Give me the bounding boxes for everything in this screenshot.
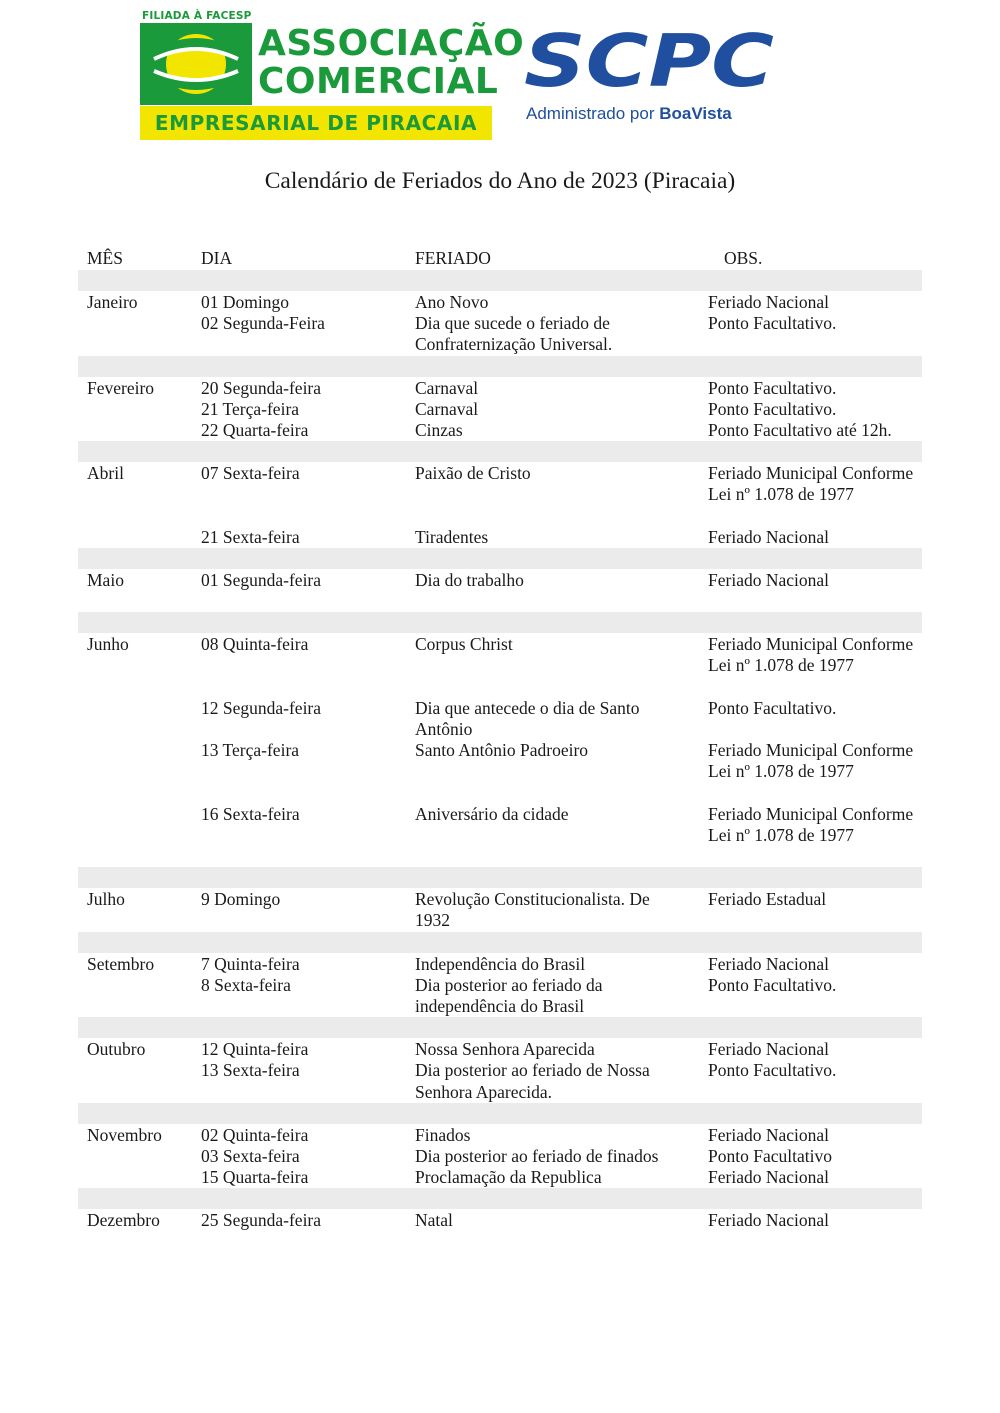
logo-name-line2: COMERCIAL bbox=[258, 61, 499, 102]
cell-obs: Feriado Municipal Conforme Lei nº 1.078 de 1977 bbox=[708, 634, 914, 676]
cell-dia: 13 Sexta-feira bbox=[201, 1060, 300, 1081]
table-row bbox=[0, 975, 1000, 1017]
cell-dia: 07 Sexta-feira bbox=[201, 463, 300, 484]
month-group bbox=[0, 291, 1000, 356]
cell-feriado: Dia do trabalho bbox=[415, 569, 524, 590]
cell-feriado: Dia que antecede o dia de Santo Antônio bbox=[415, 697, 640, 739]
month-group bbox=[0, 1209, 1000, 1231]
table-row bbox=[0, 1167, 1000, 1188]
cell-feriado: Aniversário da cidade bbox=[415, 803, 569, 824]
logo-bar-text: EMPRESARIAL DE PIRACAIA bbox=[140, 106, 492, 140]
cell-obs: Feriado Nacional bbox=[708, 569, 829, 590]
table-row bbox=[0, 1060, 1000, 1102]
table-row bbox=[0, 698, 1000, 740]
cell-month: Maio bbox=[87, 569, 124, 590]
cell-feriado: Revolução Constitucionalista. De 1932 bbox=[415, 889, 650, 931]
table-row bbox=[0, 1210, 1000, 1231]
cell-obs: Ponto Facultativo. bbox=[708, 398, 837, 419]
cell-feriado: Tiradentes bbox=[415, 526, 489, 547]
cell-obs: Feriado Nacional bbox=[708, 292, 829, 312]
cell-month: Setembro bbox=[87, 953, 155, 974]
cell-obs: Ponto Facultativo até 12h. bbox=[708, 419, 892, 440]
table-row bbox=[0, 420, 1000, 441]
cell-month: Outubro bbox=[87, 1039, 146, 1060]
header-dia: DIA bbox=[201, 248, 233, 268]
cell-feriado: Independência do Brasil bbox=[415, 953, 586, 974]
cell-dia: 8 Sexta-feira bbox=[201, 974, 291, 995]
table-row bbox=[0, 1125, 1000, 1146]
row-separator bbox=[78, 548, 922, 569]
month-group bbox=[0, 462, 1000, 548]
table-row bbox=[0, 399, 1000, 420]
month-group bbox=[0, 633, 1000, 867]
cell-dia: 9 Domingo bbox=[201, 889, 281, 910]
cell-obs: Feriado Nacional bbox=[708, 1210, 829, 1231]
header-mes: MÊS bbox=[87, 248, 123, 268]
cell-obs: Ponto Facultativo. bbox=[708, 313, 837, 334]
cell-obs: Ponto Facultativo. bbox=[708, 1060, 837, 1081]
table-row bbox=[0, 527, 1000, 548]
row-separator bbox=[78, 1103, 922, 1124]
row-separator bbox=[78, 612, 922, 633]
table-row bbox=[0, 292, 1000, 313]
cell-obs: Ponto Facultativo. bbox=[708, 974, 837, 995]
cell-feriado: Santo Antônio Padroeiro bbox=[415, 740, 589, 761]
cell-obs: Feriado Nacional bbox=[708, 953, 829, 974]
cell-dia: 16 Sexta-feira bbox=[201, 803, 300, 824]
month-group bbox=[0, 953, 1000, 1018]
cell-month: Julho bbox=[87, 889, 125, 910]
table-row bbox=[0, 889, 1000, 931]
cell-obs: Feriado Nacional bbox=[708, 1167, 829, 1188]
page-title: Calendário de Feriados do Ano de 2023 (Piracaia) bbox=[264, 168, 736, 194]
table-header bbox=[0, 248, 1000, 270]
row-separator bbox=[78, 1017, 922, 1038]
cell-dia: 02 Segunda-Feira bbox=[201, 313, 325, 334]
header-obs: OBS. bbox=[724, 248, 763, 268]
cell-month: Novembro bbox=[87, 1124, 162, 1145]
table-row bbox=[0, 378, 1000, 399]
cell-obs: Ponto Facultativo bbox=[708, 1146, 832, 1167]
cell-feriado: Carnaval bbox=[415, 377, 479, 398]
table-row bbox=[0, 1039, 1000, 1060]
cell-obs: Ponto Facultativo. bbox=[708, 697, 837, 718]
scpc-logo bbox=[524, 28, 780, 128]
cell-feriado: Cinzas bbox=[415, 419, 463, 440]
cell-feriado: Ano Novo bbox=[415, 292, 489, 312]
cell-month: Fevereiro bbox=[87, 377, 155, 398]
holiday-table bbox=[0, 270, 1000, 1232]
cell-feriado: Nossa Senhora Aparecida bbox=[415, 1039, 595, 1060]
scpc-wordmark bbox=[524, 28, 776, 94]
cell-month: Janeiro bbox=[87, 292, 138, 312]
logo-tagline: FILIADA À FACESP bbox=[142, 10, 252, 22]
scpc-subtitle bbox=[526, 104, 732, 124]
cell-dia: 12 Quinta-feira bbox=[201, 1039, 309, 1060]
month-group bbox=[0, 888, 1000, 931]
cell-obs: Feriado Estadual bbox=[708, 889, 827, 910]
cell-dia: 02 Quinta-feira bbox=[201, 1124, 309, 1145]
header-feriado: FERIADO bbox=[415, 248, 491, 268]
cell-dia: 22 Quarta-feira bbox=[201, 419, 309, 440]
cell-feriado: Dia que sucede o feriado de Confraternização Universal. bbox=[415, 313, 613, 355]
cell-feriado: Natal bbox=[415, 1210, 453, 1231]
scpc-sub-prefix: Administrado por bbox=[526, 104, 655, 123]
cell-feriado: Dia posterior ao feriado da independência do Brasil bbox=[415, 974, 603, 1017]
scpc-wordmark-text: SCPC bbox=[524, 28, 775, 94]
cell-obs: Feriado Municipal Conforme Lei nº 1.078 de 1977 bbox=[708, 463, 914, 505]
row-separator bbox=[78, 441, 922, 462]
cell-obs: Feriado Municipal Conforme Lei nº 1.078 de 1977 bbox=[708, 803, 914, 845]
month-group bbox=[0, 569, 1000, 612]
cell-dia: 01 Domingo bbox=[201, 292, 289, 312]
cell-feriado: Corpus Christ bbox=[415, 634, 513, 655]
row-separator bbox=[78, 932, 922, 953]
cell-dia: 01 Segunda-feira bbox=[201, 569, 322, 590]
cell-dia: 13 Terça-feira bbox=[201, 740, 300, 761]
cell-dia: 08 Quinta-feira bbox=[201, 634, 309, 655]
cell-dia: 21 Sexta-feira bbox=[201, 526, 300, 547]
cell-obs: Feriado Nacional bbox=[708, 1124, 829, 1145]
cell-dia: 7 Quinta-feira bbox=[201, 953, 300, 974]
cell-dia: 03 Sexta-feira bbox=[201, 1146, 300, 1167]
cell-dia: 12 Segunda-feira bbox=[201, 697, 322, 718]
cell-month: Junho bbox=[87, 634, 129, 655]
cell-obs: Feriado Municipal Conforme Lei nº 1.078 de 1977 bbox=[708, 740, 914, 782]
cell-feriado: Carnaval bbox=[415, 398, 479, 419]
row-separator bbox=[78, 867, 922, 888]
logo-name-line1: ASSOCIAÇÃO bbox=[258, 23, 525, 64]
scpc-sub-brand: BoaVista bbox=[659, 104, 732, 123]
table-row bbox=[0, 570, 1000, 591]
associacao-emblem-icon bbox=[140, 23, 252, 105]
table-row bbox=[0, 634, 1000, 698]
cell-obs: Feriado Nacional bbox=[708, 526, 829, 547]
cell-dia: 20 Segunda-feira bbox=[201, 377, 322, 398]
cell-feriado: Paixão de Cristo bbox=[415, 463, 531, 484]
associacao-comercial-logo bbox=[140, 10, 525, 135]
month-group bbox=[0, 1038, 1000, 1103]
cell-dia: 21 Terça-feira bbox=[201, 398, 300, 419]
cell-obs: Feriado Nacional bbox=[708, 1039, 829, 1060]
month-group bbox=[0, 377, 1000, 442]
month-group bbox=[0, 1124, 1000, 1189]
table-row bbox=[0, 1146, 1000, 1167]
table-row bbox=[0, 313, 1000, 355]
cell-feriado: Dia posterior ao feriado de finados bbox=[415, 1146, 659, 1167]
cell-month: Dezembro bbox=[87, 1210, 160, 1231]
cell-dia: 15 Quarta-feira bbox=[201, 1167, 309, 1188]
row-separator bbox=[78, 1188, 922, 1209]
table-row bbox=[0, 740, 1000, 804]
cell-dia: 25 Segunda-feira bbox=[201, 1210, 322, 1231]
blank-line bbox=[0, 591, 1000, 612]
cell-feriado: Finados bbox=[415, 1124, 471, 1145]
cell-feriado: Dia posterior ao feriado de Nossa Senhora Aparecida. bbox=[415, 1060, 650, 1102]
cell-obs: Ponto Facultativo. bbox=[708, 377, 837, 398]
table-row bbox=[0, 463, 1000, 527]
row-separator bbox=[78, 356, 922, 377]
cell-feriado: Proclamação da Republica bbox=[415, 1167, 602, 1188]
table-row bbox=[0, 804, 1000, 868]
row-separator bbox=[78, 270, 922, 291]
cell-month: Abril bbox=[87, 463, 124, 484]
table-row bbox=[0, 954, 1000, 975]
